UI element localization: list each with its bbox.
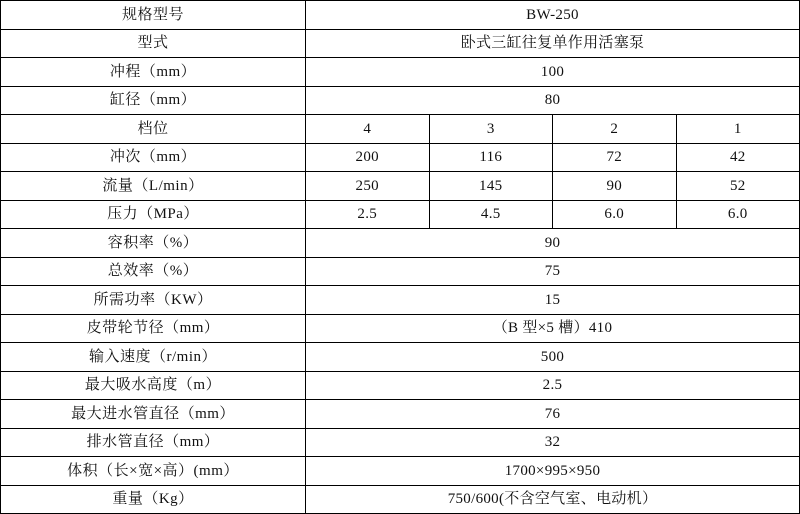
row-value: 75 — [306, 257, 800, 286]
row-value: 52 — [676, 172, 800, 201]
row-value: 1700×995×950 — [306, 457, 800, 486]
row-label: 最大进水管直径（mm） — [1, 400, 306, 429]
row-label: 皮带轮节径（mm） — [1, 314, 306, 343]
row-value: 200 — [306, 143, 430, 172]
row-value: 6.0 — [676, 200, 800, 229]
table-row — [1, 229, 800, 258]
table-row — [1, 257, 800, 286]
row-value: 2.5 — [306, 200, 430, 229]
table-row — [1, 400, 800, 429]
row-label: 总效率（%） — [1, 257, 306, 286]
row-value: 4.5 — [429, 200, 553, 229]
row-label: 档位 — [1, 115, 306, 144]
row-value: 100 — [306, 58, 800, 87]
row-label: 冲次（mm） — [1, 143, 306, 172]
table-row — [1, 343, 800, 372]
table-row — [1, 1, 800, 30]
row-value: 76 — [306, 400, 800, 429]
row-label: 流量（L/min） — [1, 172, 306, 201]
row-value: 15 — [306, 286, 800, 315]
row-value: 80 — [306, 86, 800, 115]
row-label: 冲程（mm） — [1, 58, 306, 87]
row-label: 型式 — [1, 29, 306, 58]
row-label: 排水管直径（mm） — [1, 428, 306, 457]
row-value: 2 — [553, 115, 677, 144]
row-value: 卧式三缸往复单作用活塞泵 — [306, 29, 800, 58]
row-value: 1 — [676, 115, 800, 144]
row-value: 116 — [429, 143, 553, 172]
table-row — [1, 200, 800, 229]
row-value: 90 — [306, 229, 800, 258]
row-value: 500 — [306, 343, 800, 372]
table-row — [1, 286, 800, 315]
row-value: 32 — [306, 428, 800, 457]
row-label: 最大吸水高度（m） — [1, 371, 306, 400]
table-row — [1, 314, 800, 343]
table-row — [1, 29, 800, 58]
row-label: 容积率（%） — [1, 229, 306, 258]
table-row — [1, 428, 800, 457]
row-label: 输入速度（r/min） — [1, 343, 306, 372]
table-row — [1, 115, 800, 144]
table-row — [1, 58, 800, 87]
row-value: 72 — [553, 143, 677, 172]
table-row — [1, 485, 800, 514]
row-value: 42 — [676, 143, 800, 172]
row-label: 压力（MPa） — [1, 200, 306, 229]
table-row — [1, 143, 800, 172]
row-value: BW-250 — [306, 1, 800, 30]
row-label: 体积（长×宽×高）(mm） — [1, 457, 306, 486]
row-value: 90 — [553, 172, 677, 201]
row-value: 4 — [306, 115, 430, 144]
row-label: 重量（Kg） — [1, 485, 306, 514]
row-value: 6.0 — [553, 200, 677, 229]
row-value: 2.5 — [306, 371, 800, 400]
table-body — [1, 1, 800, 514]
table-row — [1, 371, 800, 400]
table-row — [1, 172, 800, 201]
row-label: 所需功率（KW） — [1, 286, 306, 315]
row-value: 3 — [429, 115, 553, 144]
row-value: （B 型×5 槽）410 — [306, 314, 800, 343]
row-value: 750/600(不含空气室、电动机） — [306, 485, 800, 514]
row-label: 缸径（mm） — [1, 86, 306, 115]
row-label: 规格型号 — [1, 1, 306, 30]
table-row — [1, 86, 800, 115]
table-row — [1, 457, 800, 486]
row-value: 250 — [306, 172, 430, 201]
row-value: 145 — [429, 172, 553, 201]
